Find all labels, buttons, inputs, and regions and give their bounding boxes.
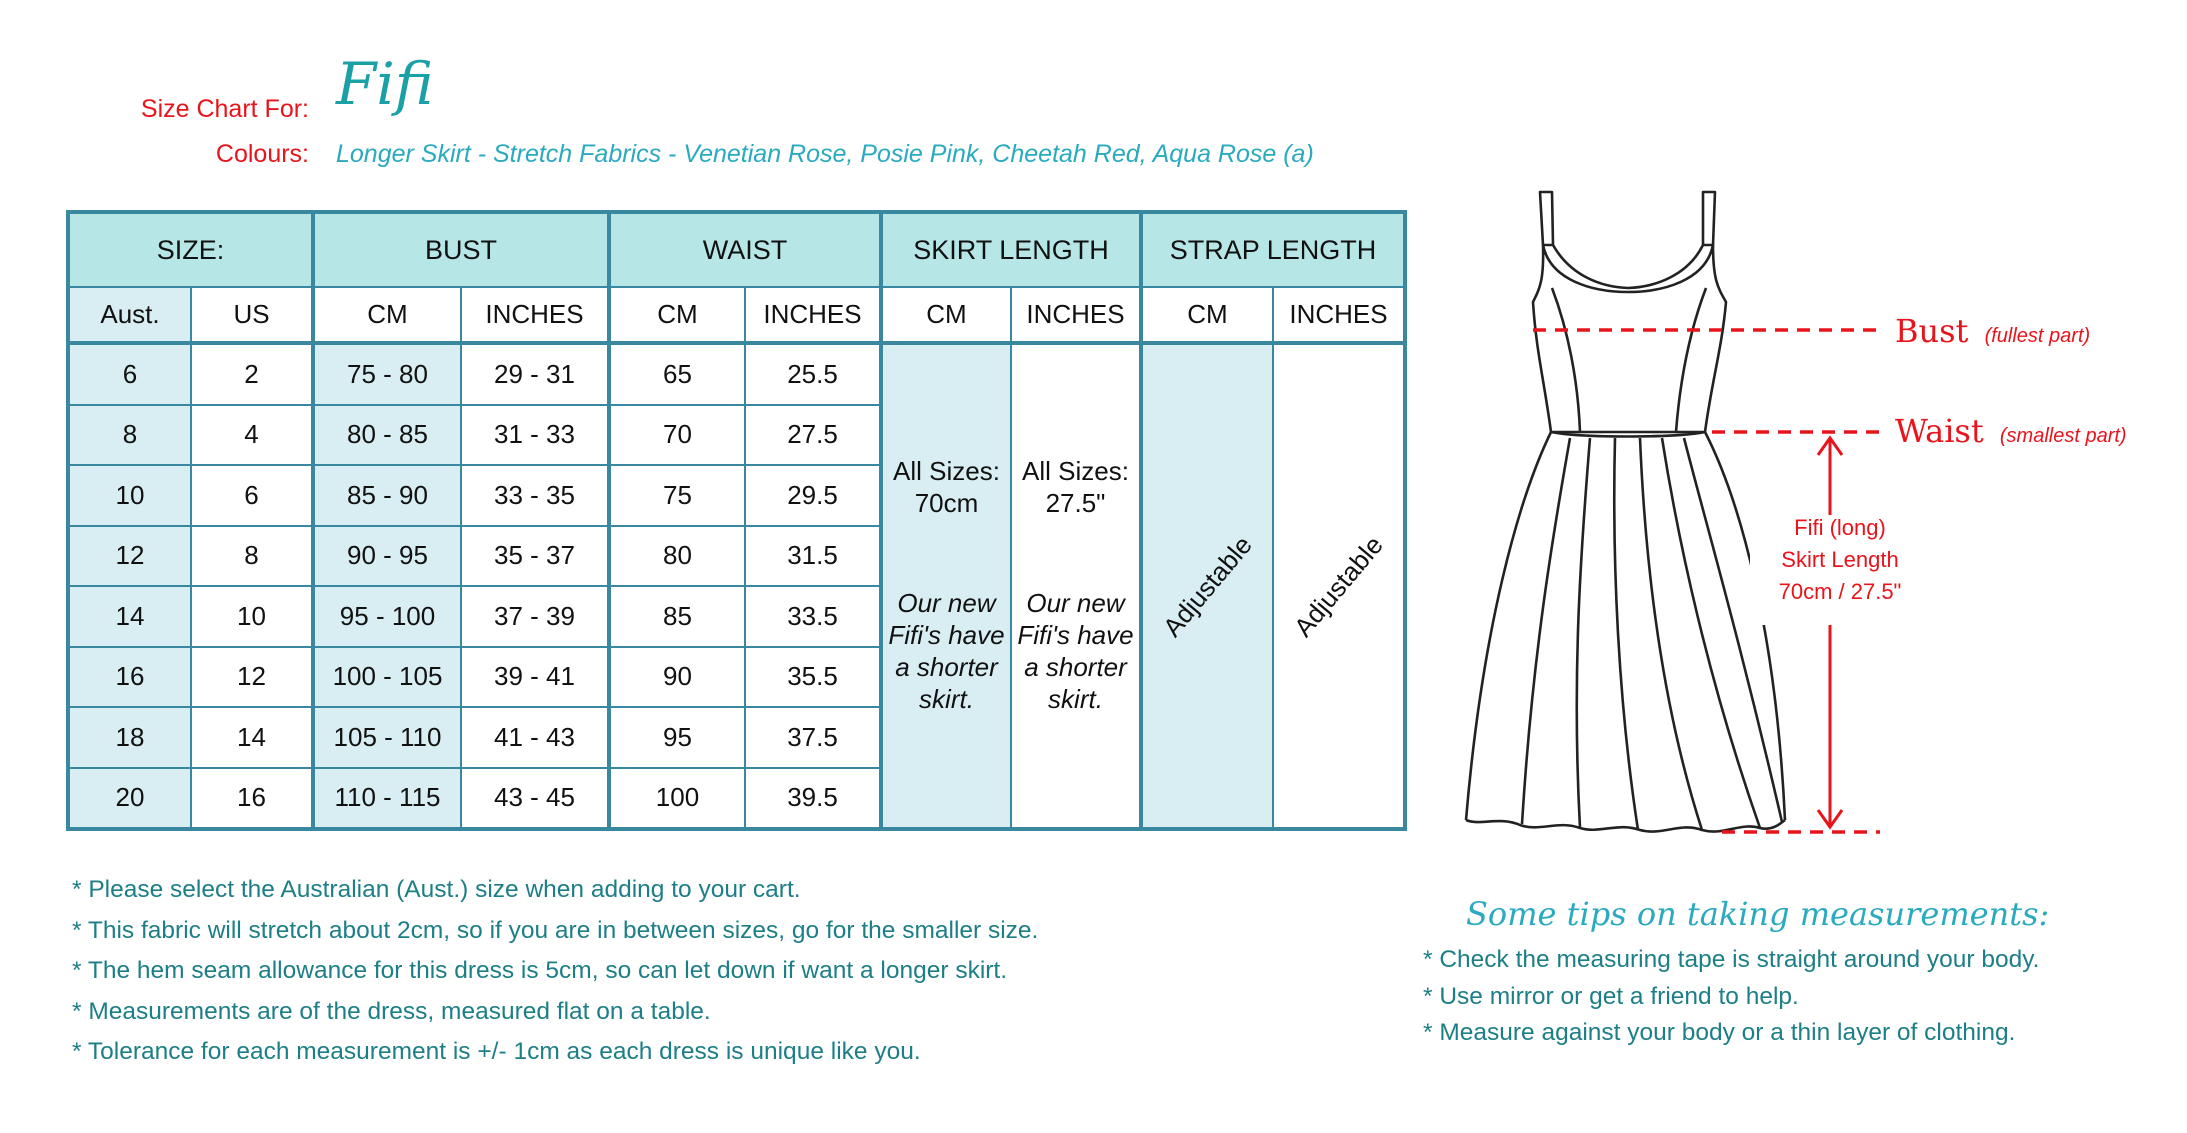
bust-cm: 95 - 100: [313, 586, 461, 647]
waist-cm: 75: [609, 465, 745, 526]
aust-size: 10: [68, 465, 191, 526]
sub-header-row: [68, 287, 1405, 343]
waist-inches: 35.5: [745, 647, 881, 708]
skirt-inches-header: INCHES: [1011, 287, 1141, 343]
skirt-length-line: Fifi (long): [1794, 515, 1886, 540]
bust-header: BUST: [313, 212, 609, 287]
us-size: 4: [191, 405, 313, 466]
product-title: Fifi: [336, 50, 434, 118]
waist-cm: 95: [609, 707, 745, 768]
skirt-in-line1: All Sizes:: [1022, 456, 1129, 486]
pleat: [1614, 438, 1638, 830]
table-row: [68, 343, 1405, 405]
skirt-note: [1012, 587, 1139, 715]
waist-header: WAIST: [609, 212, 881, 287]
note-item: * The hem seam allowance for this dress is 5cm, so can let down if want a longer skirt.: [72, 957, 1008, 984]
bust-cm: 80 - 85: [313, 405, 461, 466]
strap-left: [1540, 192, 1553, 245]
us-size: 14: [191, 707, 313, 768]
bust-cm: 100 - 105: [313, 647, 461, 708]
skirt-cm-header: CM: [881, 287, 1011, 343]
waist-inches-header: INCHES: [745, 287, 881, 343]
skirt-right-edge: [1705, 432, 1785, 820]
waist-inches: 29.5: [745, 465, 881, 526]
strap-cm-header: CM: [1141, 287, 1273, 343]
tip-item: * Measure against your body or a thin layer of clothing.: [1423, 1019, 2016, 1046]
waist-cm: 65: [609, 343, 745, 405]
aust-size: 6: [68, 343, 191, 405]
pleat: [1684, 438, 1782, 822]
bust-hint: (fullest part): [1984, 325, 2091, 347]
bust-inches: 35 - 37: [461, 526, 609, 587]
bust-cm: 85 - 90: [313, 465, 461, 526]
colours-value: Longer Skirt - Stretch Fabrics - Venetian Rose, Posie Pink, Cheetah Red, Aqua Rose (a): [336, 140, 1314, 168]
skirt-cm-line2: 70cm: [914, 488, 979, 518]
skirt-note-line: a shorter: [1024, 652, 1127, 682]
waist-cm: 85: [609, 586, 745, 647]
waist-inches: 33.5: [745, 586, 881, 647]
bust-label: [1895, 312, 2090, 350]
waist-inches: 37.5: [745, 707, 881, 768]
strap-length-header: STRAP LENGTH: [1141, 212, 1405, 287]
skirt-note-line: skirt.: [919, 684, 974, 714]
waist-hint: (smallest part): [1999, 425, 2127, 447]
waist-inches: 31.5: [745, 526, 881, 587]
skirt-length-header: SKIRT LENGTH: [881, 212, 1141, 287]
skirt-note-line: Our new: [1026, 588, 1125, 618]
strap-right: [1703, 192, 1715, 245]
bust-cm: 110 - 115: [313, 768, 461, 830]
waist-cm: 100: [609, 768, 745, 830]
aust-size: 18: [68, 707, 191, 768]
note-item: * Tolerance for each measurement is +/- 1cm as each dress is unique like you.: [72, 1038, 921, 1065]
bust-cm: 90 - 95: [313, 526, 461, 587]
bodice: [1533, 245, 1726, 432]
skirt-cm-line1: All Sizes:: [893, 456, 1000, 486]
aust-size: 14: [68, 586, 191, 647]
bust-cm: 105 - 110: [313, 707, 461, 768]
skirt-note: [883, 587, 1010, 715]
waist-inches: 25.5: [745, 343, 881, 405]
bust-inches: 31 - 33: [461, 405, 609, 466]
us-size: 8: [191, 526, 313, 587]
strap-inches-header: INCHES: [1273, 287, 1405, 343]
bust-inches: 41 - 43: [461, 707, 609, 768]
pleat: [1522, 438, 1570, 824]
size-header: SIZE:: [68, 212, 313, 287]
waist-inches: 39.5: [745, 768, 881, 830]
tips-list: [1423, 942, 2039, 1052]
skirt-length-label: [1750, 512, 1930, 608]
bust-label-text: Bust: [1895, 312, 1969, 350]
us-size: 6: [191, 465, 313, 526]
skirt-length-line: 70cm / 27.5": [1778, 579, 1902, 604]
waist-label-text: Waist: [1895, 412, 1984, 450]
colours-label: Colours:: [215, 140, 309, 168]
skirt-left-edge: [1466, 432, 1551, 820]
waist-inches: 27.5: [745, 405, 881, 466]
bust-inches: 33 - 35: [461, 465, 609, 526]
bust-inches-header: INCHES: [461, 287, 609, 343]
seam-right: [1676, 288, 1706, 432]
bust-inches: 43 - 45: [461, 768, 609, 830]
waist-cm-header: CM: [609, 287, 745, 343]
group-header-row: [68, 212, 1405, 287]
waist-label: [1895, 412, 2127, 450]
note-item: * This fabric will stretch about 2cm, so if you are in between sizes, go for the smaller size.: [72, 916, 1039, 944]
skirt-note-line: Fifi's have: [1017, 620, 1134, 650]
skirt-note-line: Our new: [897, 588, 996, 618]
us-header: US: [191, 287, 313, 343]
aust-header: Aust.: [68, 287, 191, 343]
seam-left: [1552, 288, 1580, 432]
waist-cm: 80: [609, 526, 745, 587]
waist-cm: 90: [609, 647, 745, 708]
waist-cm: 70: [609, 405, 745, 466]
skirt-length-line: Skirt Length: [1781, 547, 1899, 572]
size-chart-label: Size Chart For:: [140, 95, 309, 123]
bust-inches: 37 - 39: [461, 586, 609, 647]
strap-cm-cell: [1141, 343, 1273, 829]
strap-cm-value: Adjustable: [1156, 529, 1258, 642]
us-size: 2: [191, 343, 313, 405]
aust-size: 16: [68, 647, 191, 708]
tip-item: * Check the measuring tape is straight around your body.: [1423, 946, 2040, 973]
us-size: 12: [191, 647, 313, 708]
skirt-in-line2: 27.5": [1045, 488, 1106, 518]
skirt-inches-cell: [1011, 343, 1141, 829]
pleat: [1662, 438, 1760, 828]
bust-cm-header: CM: [313, 287, 461, 343]
tips-title: Some tips on taking measurements:: [1466, 895, 2050, 933]
bust-cm: 75 - 80: [313, 343, 461, 405]
skirt-hem: [1466, 820, 1785, 832]
aust-size: 20: [68, 768, 191, 830]
aust-size: 8: [68, 405, 191, 466]
skirt-cm-cell: [881, 343, 1011, 829]
skirt-note-line: skirt.: [1048, 684, 1103, 714]
skirt-note-line: a shorter: [895, 652, 998, 682]
bust-inches: 39 - 41: [461, 647, 609, 708]
strap-inches-value: Adjustable: [1287, 529, 1389, 642]
us-size: 10: [191, 586, 313, 647]
size-table: [66, 210, 1407, 831]
pleat: [1577, 438, 1590, 828]
note-item: * Measurements are of the dress, measured flat on a table.: [72, 997, 711, 1025]
notes-list: [72, 870, 1038, 1073]
skirt-note-line: Fifi's have: [888, 620, 1005, 650]
note-item: * Please select the Australian (Aust.) size when adding to your cart.: [72, 876, 801, 903]
aust-size: 12: [68, 526, 191, 587]
us-size: 16: [191, 768, 313, 830]
tip-item: * Use mirror or get a friend to help.: [1423, 982, 1799, 1010]
strap-inches-cell: [1273, 343, 1405, 829]
bust-inches: 29 - 31: [461, 343, 609, 405]
